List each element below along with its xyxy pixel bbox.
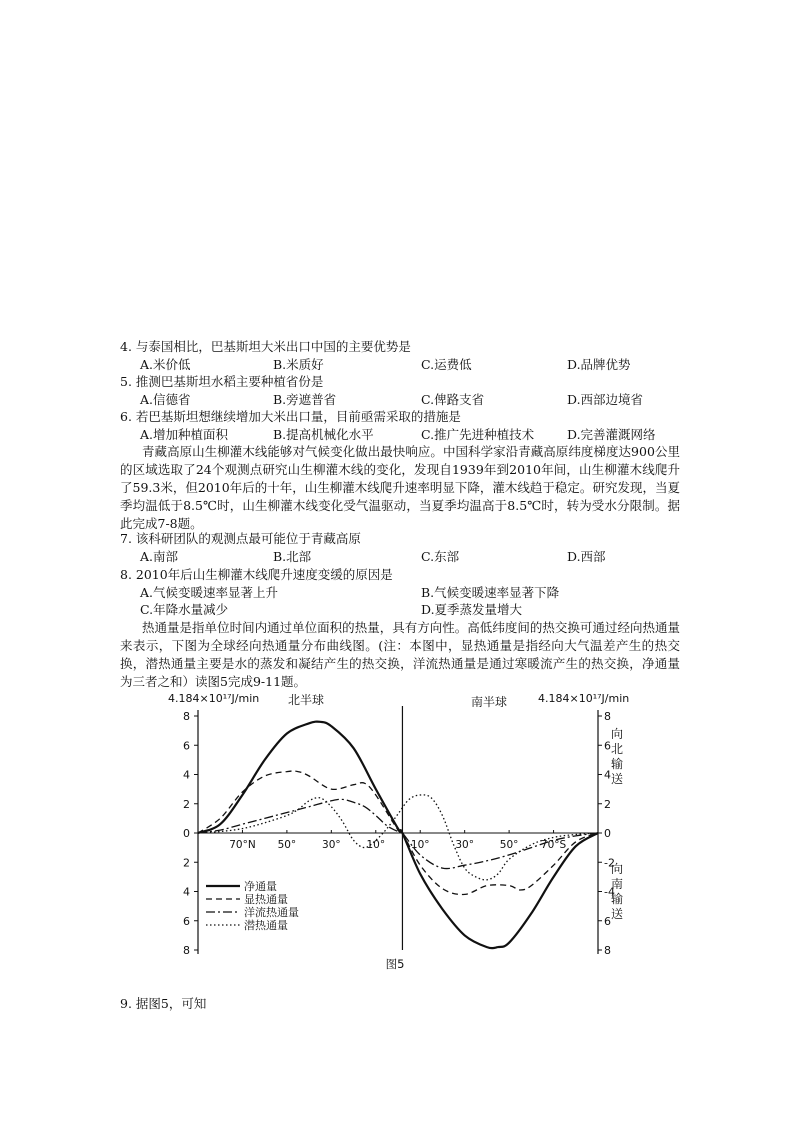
option: A.气候变暖速率显著上升 bbox=[140, 585, 279, 600]
x-tick-label: 10° bbox=[410, 839, 430, 851]
option: A.米价低 bbox=[140, 357, 191, 372]
option: D.西部 bbox=[567, 549, 606, 564]
option: B.旁遮普省 bbox=[273, 392, 337, 407]
option: D.完善灌溉网络 bbox=[567, 427, 656, 442]
label-up-char: 输 bbox=[610, 757, 624, 771]
option: A.信德省 bbox=[140, 392, 191, 407]
option: D.西部边境省 bbox=[567, 392, 644, 407]
y-tick-label-right: 4 bbox=[604, 768, 611, 782]
y-tick-label-right: 2 bbox=[604, 797, 611, 811]
series-line-dashdot bbox=[198, 799, 598, 868]
y-tick-label-left: 4 bbox=[183, 768, 190, 782]
passage-heat-flux: 热通量是指单位时间内通过单位面积的热量，具有方向性。高低纬度间的热交换可通过经向热通量来表示，下图为全球经向热通量分布曲线图。(注：本图中，显热通量是指经向大气温差产生的热交换，潜热通量主要是水的蒸发和凝结产生的热交换，洋流热通量是通过寒暖流产生的热交换，净通量为三者之和）读图5完成9-11题。 bbox=[120, 620, 680, 689]
label-up-char: 北 bbox=[610, 742, 624, 756]
hemisphere-north-label: 北半球 bbox=[288, 693, 325, 707]
option: C.运费低 bbox=[421, 357, 472, 372]
label-down-char: 输 bbox=[610, 892, 624, 906]
figure-caption: 图5 bbox=[385, 957, 405, 971]
x-tick-label: 50° bbox=[499, 839, 519, 851]
y-tick-label-right: -2 bbox=[604, 856, 615, 870]
legend-label: 显热通量 bbox=[244, 893, 288, 906]
option: B.北部 bbox=[273, 549, 312, 564]
heat-flux-chart bbox=[160, 688, 630, 978]
label-up-char: 送 bbox=[610, 772, 624, 786]
x-tick-label: 30° bbox=[322, 839, 341, 851]
question-6-stem: 6. 若巴基斯坦想继续增加大米出口量，目前亟需采取的措施是 bbox=[120, 409, 461, 424]
option: C.年降水量减少 bbox=[140, 602, 229, 617]
chart-legend bbox=[206, 879, 299, 932]
y-unit-right: 4.184×10¹⁷J/min bbox=[538, 692, 630, 705]
y-tick-label-left: 2 bbox=[183, 856, 190, 870]
label-down-char: 南 bbox=[610, 877, 624, 891]
option: D.夏季蒸发量增大 bbox=[421, 602, 523, 617]
y-tick-label-left: 6 bbox=[183, 739, 190, 753]
option: A.增加种植面积 bbox=[140, 427, 229, 442]
option: A.南部 bbox=[140, 549, 179, 564]
question-9-stem: 9. 据图5，可知 bbox=[120, 996, 207, 1011]
series-line-dotted bbox=[198, 795, 598, 880]
passage-shrubline: 青藏高原山生柳灌木线能够对气候变化做出最快响应。中国科学家沿青藏高原纬度梯度达900公里的区域选取了24个观测点研究山生柳灌木线的变化，发现自1939年到2010年间，山生柳灌木线爬升了59.3米，但2010年后的十年，山生柳灌木线爬升速率明显下降，灌木线趋于稳定。研究发现，当夏季均温低于8.5℃时，山生柳灌木线变化受气温驱动，当夏季均温高于8.5℃时，转为受水分限制。据此完成7-8题。 bbox=[120, 444, 680, 531]
legend-label: 净通量 bbox=[244, 880, 277, 893]
x-tick-label: 10° bbox=[366, 839, 386, 851]
legend-label: 洋流热通量 bbox=[244, 906, 299, 919]
y-tick-label-left: 0 bbox=[183, 827, 190, 840]
label-down-char: 送 bbox=[610, 907, 624, 921]
label-down-char: 向 bbox=[610, 862, 624, 876]
x-tick-label: 30° bbox=[455, 839, 474, 851]
question-5-stem: 5. 推测巴基斯坦水稻主要种植省份是 bbox=[120, 374, 324, 389]
label-up-char: 向 bbox=[610, 727, 624, 741]
option: C.推广先进种植技术 bbox=[421, 427, 535, 442]
y-tick-label-right: 6 bbox=[604, 914, 611, 928]
option: B.气候变暖速率显著下降 bbox=[421, 585, 560, 600]
y-tick-label-left: 8 bbox=[183, 710, 190, 723]
x-tick-label: 70°S bbox=[540, 839, 567, 851]
option: B.米质好 bbox=[273, 357, 324, 372]
question-4-stem: 4. 与泰国相比，巴基斯坦大米出口中国的主要优势是 bbox=[120, 339, 411, 354]
y-tick-label-left: 6 bbox=[183, 914, 190, 928]
x-tick-label: 70°N bbox=[229, 839, 256, 851]
question-7-stem: 7. 该科研团队的观测点最可能位于青藏高原 bbox=[120, 531, 361, 546]
y-tick-label-left: 4 bbox=[183, 885, 190, 899]
y-tick-label-left: 8 bbox=[183, 944, 190, 957]
figure-5 bbox=[160, 688, 630, 978]
y-tick-label-right: 0 bbox=[604, 827, 611, 840]
question-8-stem: 8. 2010年后山生柳灌木线爬升速度变缓的原因是 bbox=[120, 567, 393, 582]
option: B.提高机械化水平 bbox=[273, 427, 374, 442]
y-tick-label-right: 8 bbox=[604, 710, 611, 723]
y-tick-label-right: 6 bbox=[604, 739, 611, 753]
y-tick-label-left: 2 bbox=[183, 797, 190, 811]
hemisphere-south-label: 南半球 bbox=[471, 695, 508, 709]
option: C.俾路支省 bbox=[421, 392, 485, 407]
x-tick-label: 50° bbox=[277, 839, 297, 851]
y-tick-label-right: -4 bbox=[604, 885, 615, 899]
option: C.东部 bbox=[421, 549, 460, 564]
option: D.品牌优势 bbox=[567, 357, 631, 372]
legend-label: 潜热通量 bbox=[244, 919, 288, 932]
y-tick-label-right: 8 bbox=[604, 944, 611, 957]
y-unit-left: 4.184×10¹⁷J/min bbox=[168, 692, 260, 705]
